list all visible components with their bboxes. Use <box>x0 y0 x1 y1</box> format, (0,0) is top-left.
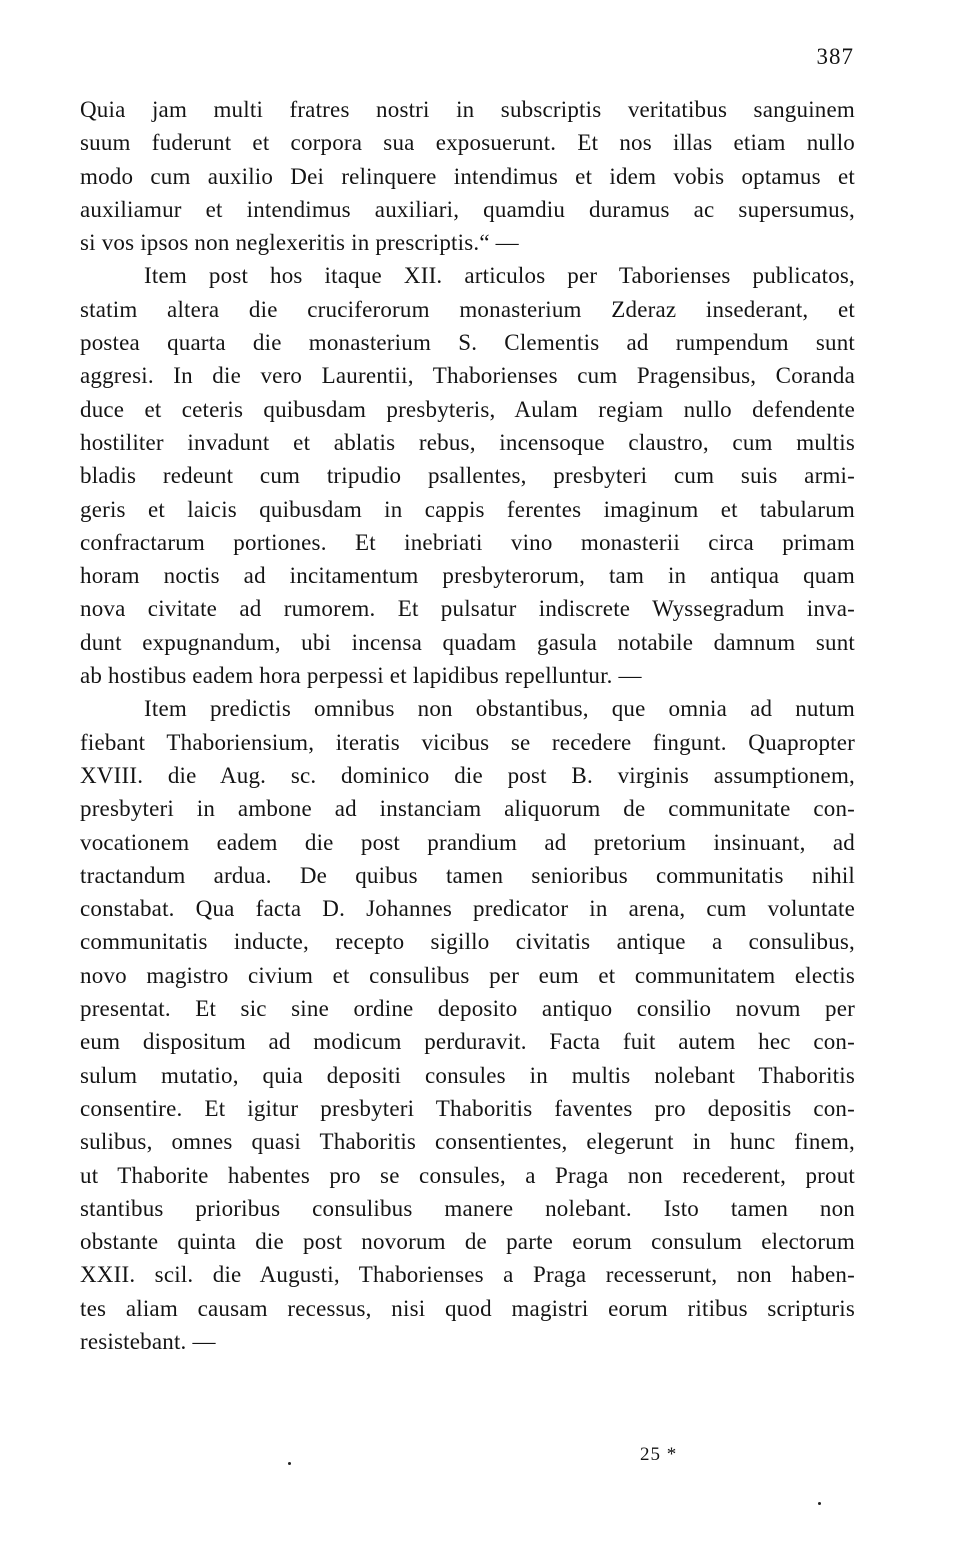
text-line: si vos ipsos non neglexeritis in prescriptis.“ — <box>80 230 519 256</box>
text-line: constabat. Qua facta D. Johannes predicator in arena, cum voluntate <box>80 896 855 922</box>
text-line: tes aliam causam recessus, nisi quod magistri eorum ritibus scripturis <box>80 1295 855 1321</box>
text-line: postea quarta die monasterium S. Clementis ad rumpendum sunt <box>80 330 855 356</box>
text-line: ab hostibus eadem hora perpessi et lapidibus repelluntur. — <box>80 663 642 689</box>
signature-mark: 25 * <box>640 1444 678 1465</box>
text-line: Item post hos itaque XII. articulos per Taborienses publicatos, <box>144 263 855 289</box>
text-line: duce et ceteris quibusdam presbyteris, Aulam regiam nullo defendente <box>80 396 855 422</box>
text-line: Item predictis omnibus non obstantibus, que omnia ad nutum <box>144 696 855 722</box>
text-line: dunt expugnandum, ubi incensa quadam gasula notabile damnum sunt <box>80 629 855 655</box>
text-line: eum dispositum ad modicum perduravit. Facta fuit autem hec con- <box>80 1029 855 1055</box>
text-line: resistebant. — <box>80 1328 216 1354</box>
text-line: nova civitate ad rumorem. Et pulsatur indiscrete Wyssegradum inva- <box>80 596 855 622</box>
text-line: obstante quinta die post novorum de parte eorum consulum electorum <box>80 1229 855 1255</box>
text-line: stantibus prioribus consulibus manere nolebant. Isto tamen non <box>80 1195 855 1221</box>
body-text <box>80 93 855 1358</box>
text-line: suum fuderunt et corpora sua exposuerunt. Et nos illas etiam nullo <box>80 130 855 156</box>
text-line: horam noctis ad incitamentum presbyterorum, tam in antiqua quam <box>80 563 855 589</box>
print-speck <box>818 1502 821 1505</box>
text-line: consentire. Et igitur presbyteri Thaboritis faventes pro depositis con- <box>80 1095 855 1121</box>
text-line: XXII. scil. die Augusti, Thaborienses a Praga recesserunt, non haben- <box>80 1262 855 1288</box>
text-line: confractarum portiones. Et inebriati vino monasterii circa primam <box>80 529 855 555</box>
text-line: presentat. Et sic sine ordine deposito antiquo consilio novum per <box>80 996 855 1022</box>
text-line: hostiliter invadunt et ablatis rebus, incensoque claustro, cum multis <box>80 429 855 455</box>
text-line: fiebant Thaboriensium, iteratis vicibus se recedere fingunt. Quapropter <box>80 729 855 755</box>
text-line: geris et laicis quibusdam in cappis ferentes imaginum et tabularum <box>80 496 855 522</box>
text-line: statim altera die cruciferorum monasterium Zderaz insederant, et <box>80 296 855 322</box>
text-line: auxiliamur et intendimus auxiliari, quamdiu duramus ac supersumus, <box>80 196 855 222</box>
text-line: sulum mutatio, quia depositi consules in multis nolebant Thaboritis <box>80 1062 855 1088</box>
text-line: XVIII. die Aug. sc. dominico die post B. virginis assumptionem, <box>80 762 855 788</box>
text-line: novo magistro civium et consulibus per eum et communitatem electis <box>80 962 855 988</box>
print-speck <box>288 1462 291 1465</box>
text-line: presbyteri in ambone ad instanciam aliquorum de communitate con- <box>80 796 855 822</box>
text-line: Quia jam multi fratres nostri in subscriptis veritatibus sanguinem <box>80 97 855 122</box>
text-line: ut Thaborite habentes pro se consules, a Praga non recederent, prout <box>80 1162 855 1188</box>
text-line: sulibus, omnes quasi Thaboritis consentientes, elegerunt in hunc finem, <box>80 1129 855 1155</box>
page-number: 387 <box>816 44 854 69</box>
text-line: communitatis inducte, recepto sigillo civitatis antique a consulibus, <box>80 929 855 955</box>
text-line: vocationem eadem die post prandium ad pretorium insinuant, ad <box>80 829 855 855</box>
text-line: tractandum ardua. De quibus tamen senioribus communitatis nihil <box>80 862 855 888</box>
text-line: bladis redeunt cum tripudio psallentes, presbyteri cum suis armi- <box>80 463 855 489</box>
text-line: modo cum auxilio Dei relinquere intendimus et idem vobis optamus et <box>80 163 855 189</box>
text-line: aggresi. In die vero Laurentii, Thaborienses cum Pragensibus, Coranda <box>80 363 855 389</box>
